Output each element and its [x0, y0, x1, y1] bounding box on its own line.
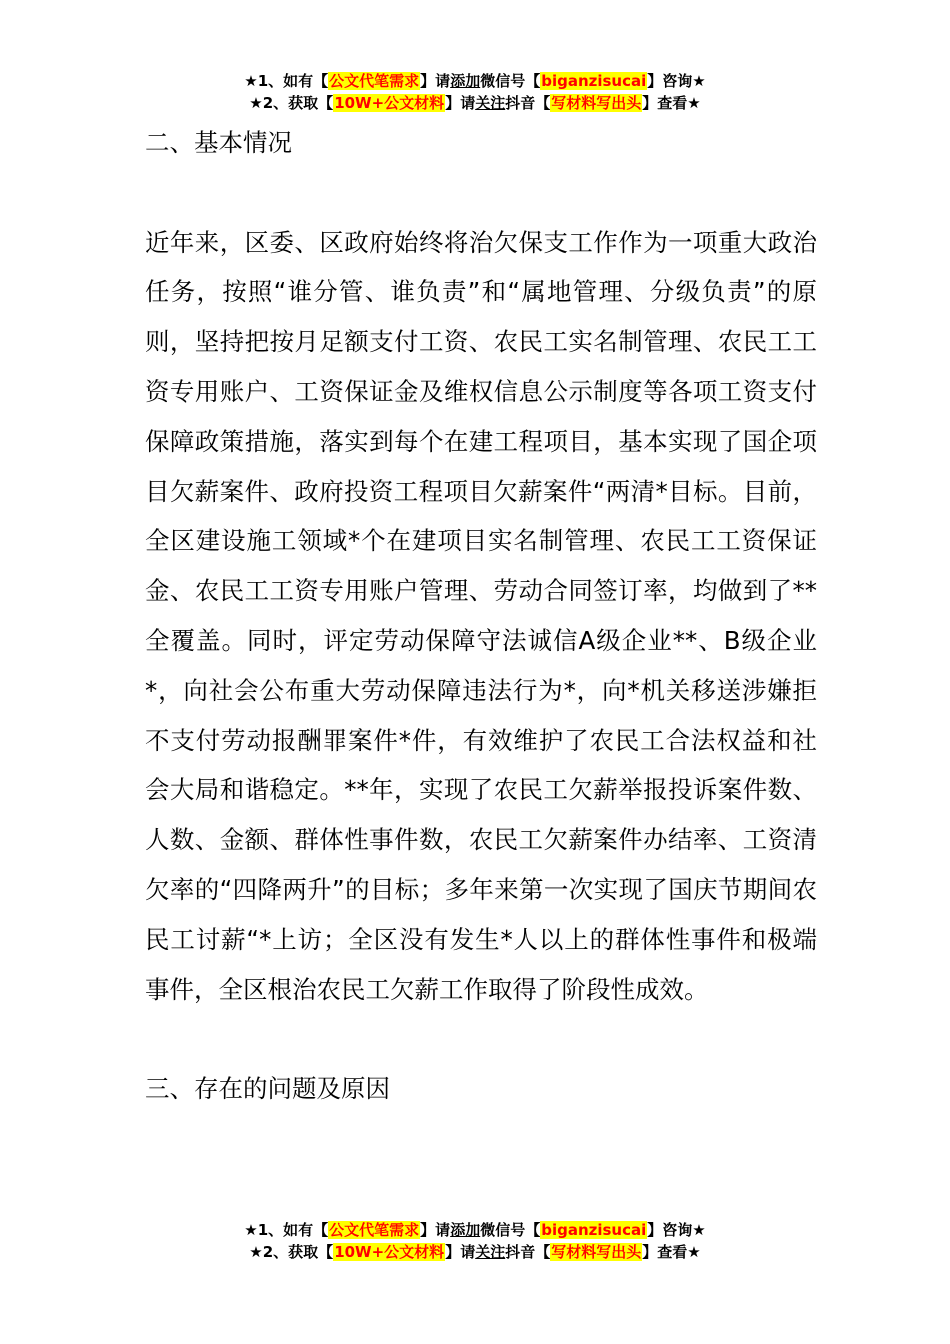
highlight-douyin-account: 写材料写出头: [551, 1243, 642, 1261]
blank-line: [145, 168, 817, 218]
header-banner: [0, 70, 950, 114]
document-body: [145, 118, 817, 1114]
highlight-wechat-id: biganzisucai: [541, 72, 647, 90]
footer-banner: [0, 1219, 950, 1263]
highlight-wechat-id: biganzisucai: [541, 1221, 647, 1239]
section-heading-problems: 三、存在的问题及原因: [145, 1074, 390, 1104]
body-paragraph: 近年来，区委、区政府始终将治欠保支工作作为一项重大政治任务，按照“谁分管、谁负责”和“属地管理、分级负责”的原则，坚持把按月足额支付工资、农民工实名制管理、农民工工资专用账户、工资保证金及维权信息公示制度等各项工资支付保障政策措施，落实到每个在建工程项目，基本实现了国企项目欠薪案件、政府投资工程项目欠薪案件“两清*目标。目前，全区建设施工领域*个在建项目实名制管理、农民工工资保证金、农民工工资专用账户管理、劳动合同签订率，均做到了**全覆盖。同时，评定劳动保障守法诚信A级企业**、B级企业*，向社会公布重大劳动保障违法行为*，向*机关移送涉嫌拒不支付劳动报酬罪案件*件，有效维护了农民工合法权益和社会大局和谐稳定。**年，实现了农民工欠薪举报投诉案件数、人数、金额、群体性事件数，农民工欠薪案件办结率、工资清欠率的“四降两升”的目标；多年来第一次实现了国庆节期间农民工讨薪“*上访；全区没有发生*人以上的群体性事件和极端事件，全区根治农民工欠薪工作取得了阶段性成效。: [145, 227, 817, 1004]
blank-line: [145, 1014, 817, 1064]
header-banner-line-2: ★2、获取【10W+公文材料】请关注抖音【写材料写出头】查看★: [249, 94, 701, 112]
highlight-service: 公文代笔需求: [329, 1221, 420, 1239]
section-heading-basic-situation: 二、基本情况: [145, 128, 292, 157]
highlight-materials: 10W+公文材料: [334, 1243, 445, 1261]
highlight-materials: 10W+公文材料: [334, 94, 445, 112]
highlight-service: 公文代笔需求: [329, 72, 420, 90]
header-banner-line-1: ★1、如有【公文代笔需求】请添加微信号【biganzisucai】咨询★: [244, 72, 706, 90]
footer-banner-line-1: ★1、如有【公文代笔需求】请添加微信号【biganzisucai】咨询★: [244, 1221, 706, 1239]
highlight-douyin-account: 写材料写出头: [551, 94, 642, 112]
footer-banner-line-2: ★2、获取【10W+公文材料】请关注抖音【写材料写出头】查看★: [249, 1243, 701, 1261]
